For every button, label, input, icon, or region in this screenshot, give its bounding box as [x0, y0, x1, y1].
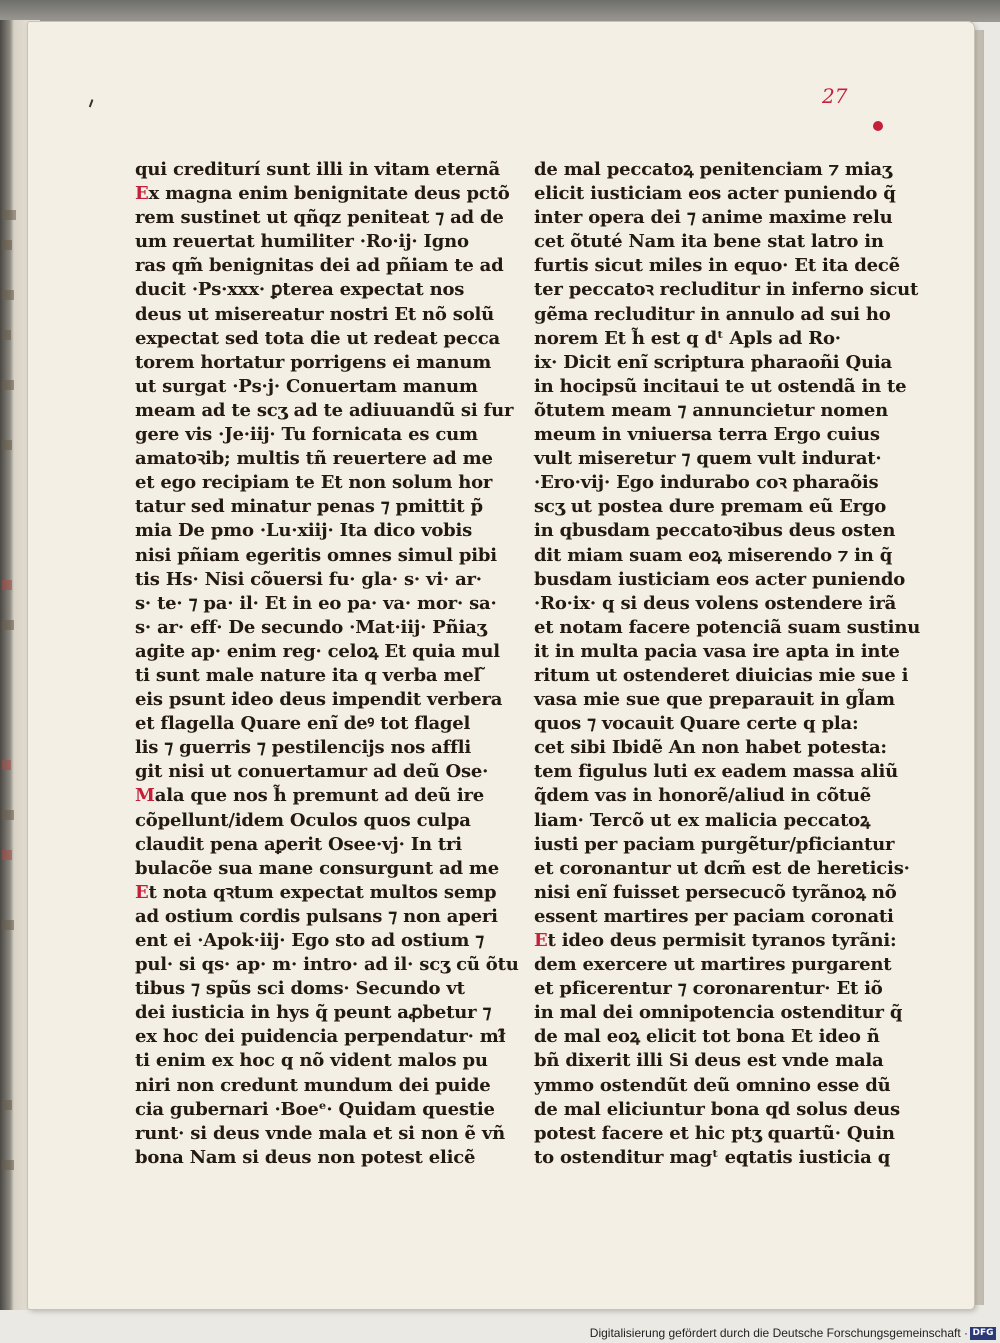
text-line: furtis sicut miles in equo· Et ita decẽ [534, 255, 900, 277]
text-line: potest facere et hic ptʒ quartũ· Quin [534, 1122, 895, 1144]
text-line: cia gubernari ·Boeᵉ· Quidam questie [135, 1098, 495, 1120]
text-line: de mal eoꝝ elicit tot bona Et ideo ñ [534, 1026, 880, 1048]
text-line: iusti per paciam purgẽtur/pficiantur [534, 833, 895, 855]
text-line: essent martires per paciam coronati [534, 905, 894, 927]
bleed-text [2, 810, 14, 820]
text-line: bona Nam si deus non potest elicẽ [135, 1146, 476, 1168]
bleed-text [2, 210, 16, 220]
text-line: cõpellunt/idem Oculos quos culpa [135, 809, 471, 831]
text-line: runt· si deus vnde mala et si non ẽ vñ [135, 1122, 505, 1144]
text-line: meum in vniuersa terra Ergo cuius [534, 424, 880, 446]
text-line: inter opera dei ⁊ anime maxime relu [534, 207, 893, 229]
text-column-left [135, 158, 519, 1170]
text-line: Mala que nos h̃ premunt ad deũ ire [135, 785, 485, 807]
bleed-text [2, 330, 11, 340]
text-line: nisi enĩ fuisset persecucõ tyrãnoꝝ nõ [534, 881, 897, 903]
bleed-text [2, 1100, 12, 1110]
book-top-edge [0, 0, 1000, 22]
text-line: ras qm̃ benignitas dei ad pñiam te ad [135, 255, 504, 277]
text-line: elicit iusticiam eos acter puniendo q̃ [534, 183, 896, 205]
text-line: tem figulus luti ex eadem massa aliũ [534, 761, 899, 783]
text-line: s· te· ⁊ pa· il· Et in eo pa· va· mor· sa· [135, 592, 497, 614]
text-line: õtutem meam ⁊ annuncietur nomen [534, 399, 889, 421]
text-line: norem Et h̃ est q dᵗ Apls ad Ro· [534, 327, 841, 349]
text-line: bulacõe sua mane consurgunt ad me [135, 857, 500, 879]
text-line: lis ⁊ guerris ⁊ pestilencijs nos affli [135, 737, 471, 759]
bleed-text [2, 240, 12, 250]
text-line: agite ap· enim reg· celoꝝ Et quia mul [135, 640, 500, 662]
rubric-dot [873, 121, 883, 131]
text-line: rem sustinet ut qñqz peniteat ⁊ ad de [135, 207, 504, 229]
text-line: dei iusticia in hys q̃ peunt aꝓbetur ⁊ [135, 1002, 492, 1024]
text-line: tibus ⁊ spũs sci doms· Secundo vt [135, 978, 465, 1000]
text-line: et pficerentur ⁊ coronarentur· Et iõ [534, 978, 883, 1000]
dfg-logo: DFG [970, 1327, 996, 1340]
text-line: ent ei ·Apok·iij· Ego sto ad ostium ⁊ [135, 930, 485, 951]
text-line: tis Hs· Nisi cõuersi fu· gla· s· vi· ar· [135, 568, 482, 590]
text-column-right [534, 158, 921, 1170]
text-line: et flagella Quare enĩ deꝰ tot flagel [135, 713, 471, 735]
text-line: ix· Dicit enĩ scriptura pharaoñi Quia [534, 351, 892, 373]
folio-number: 27 [822, 84, 848, 108]
text-line: Et ideo deus permisit tyranos tyrãni: [534, 930, 897, 951]
text-line: ritum ut ostenderet diuicias mie sue i [534, 664, 909, 686]
text-line: ut surgat ·Ps·j· Conuertam manum [135, 375, 478, 397]
text-line: de mal peccatoꝝ penitenciam ⁊ miaʒ [534, 159, 892, 180]
text-line: scʒ ut postea dure premam eũ Ergo [534, 496, 887, 518]
text-line: in qbusdam peccatoꝛibus deus osten [534, 520, 896, 542]
text-line: dit miam suam eoꝝ miserendo ⁊ in q̃ [534, 544, 893, 566]
text-line: et notam facere potenciã suam sustinu [534, 616, 921, 638]
text-line: um reuertat humiliter ·Ro·ij· Igno [135, 231, 469, 253]
text-line: in hocipsũ incitaui te ut ostendã in te [534, 375, 907, 397]
text-line: quos ⁊ vocauit Quare certe q pla: [534, 713, 859, 735]
text-line: cet õtuté Nam ita bene stat latro in [534, 231, 884, 253]
text-line: ymmo ostendũt deũ omnino esse dũ [534, 1074, 891, 1096]
text-line: nisi pñiam egeritis omnes simul pibi [135, 544, 497, 566]
bleed-text [2, 380, 14, 390]
text-line: deus ut misereatur nostri Et nõ solũ [135, 303, 495, 325]
text-line: ·Ro·ix· q si deus volens ostendere irã [534, 592, 897, 614]
bleed-text [2, 620, 14, 630]
bleed-rubric [2, 850, 12, 860]
text-line: gere vis ·Je·iij· Tu fornicata es cum [135, 424, 478, 446]
text-line: claudit pena aꝑerit Osee·vj· In tri [135, 833, 462, 855]
text-line: mia De pmo ·Lu·xiij· Ita dico vobis [135, 520, 473, 542]
text-line: qui crediturí sunt illi in vitam eternã [135, 159, 501, 180]
text-line: vasa mie sue que preparauit in gl̃am [534, 689, 895, 711]
text-line: s· ar· eff· De secundo ·Mat·iij· Pñiaʒ [135, 616, 487, 638]
funding-credit: Digitalisierung gefördert durch die Deutsche Forschungsgemeinschaft · [589, 1326, 968, 1340]
bleed-rubric [2, 760, 11, 770]
text-line: ad ostium cordis pulsans ⁊ non aperi [135, 905, 498, 927]
text-line: bñ dixerit illi Si deus est vnde mala [534, 1050, 884, 1072]
bleed-text [2, 920, 14, 930]
bleed-text [2, 290, 14, 300]
text-line: git nisi ut conuertamur ad deũ Ose· [135, 761, 489, 783]
text-line: meam ad te scʒ ad te adiuuandũ si fur [135, 399, 514, 421]
bleed-rubric [2, 580, 12, 590]
text-line: vult miseretur ⁊ quem vult indurat· [534, 448, 882, 470]
text-line: gẽma recluditur in annulo ad sui ho [534, 303, 891, 325]
text-line: to ostenditur magᵗ eqtatis iusticia q [534, 1146, 891, 1168]
text-line: ter peccatoꝛ recluditur in inferno sicut [534, 279, 919, 301]
text-line: cet sibi Ibidẽ An non habet potesta: [534, 737, 887, 759]
text-line: ex hoc dei puidencia perpendatur· mł̃ [135, 1026, 506, 1048]
text-line: busdam iusticiam eos acter puniendo [534, 568, 906, 590]
text-line: de mal eliciuntur bona qd solus deus [534, 1098, 900, 1120]
text-line: liam· Tercõ ut ex malicia peccatoꝝ [534, 809, 871, 831]
text-line: et ego recipiam te Et non solum hor [135, 472, 493, 494]
text-line: Et nota qꝛtum expectat multos semp [135, 881, 497, 903]
text-line: et coronantur ut dcm̃ est de hereticis· [534, 857, 910, 879]
text-line: ti enim ex hoc q nõ vident malos pu [135, 1050, 488, 1072]
text-line: eis psunt ideo deus impendit verbera [135, 689, 503, 711]
text-line: it in multa pacia vasa ire apta in inte [534, 640, 900, 662]
text-line: q̃dem vas in honorẽ/aliud in cõtuẽ [534, 785, 872, 807]
margin-mark [89, 99, 97, 109]
text-line: dem exercere ut martires purgarent [534, 954, 892, 976]
bleed-text [2, 440, 12, 450]
text-line: tatur sed minatur penas ⁊ pmittit p̃ [135, 496, 483, 518]
text-line: in mal dei omnipotencia ostenditur q̃ [534, 1002, 903, 1024]
text-line: ducit ·Ps·xxx· ꝑterea expectat nos [135, 279, 465, 301]
text-line: amatoꝛib; multis tñ reuertere ad me [135, 448, 493, 470]
text-line: pul· si qs· ap· m· intro· ad il· scʒ cũ õtu [135, 954, 519, 976]
text-line: niri non credunt mundum dei puide [135, 1074, 491, 1096]
bleed-text [2, 1160, 14, 1170]
text-line: ·Ero·vij· Ego indurabo coꝛ pharaõis [534, 472, 879, 494]
text-line: Ex magna enim benignitate deus pctõ [135, 183, 510, 205]
text-line: ti sunt male nature ita q verba mel ̃ [135, 664, 487, 686]
text-line: expectat sed tota die ut redeat pecca [135, 327, 500, 349]
text-line: torem hortatur porrigens ei manum [135, 351, 492, 373]
